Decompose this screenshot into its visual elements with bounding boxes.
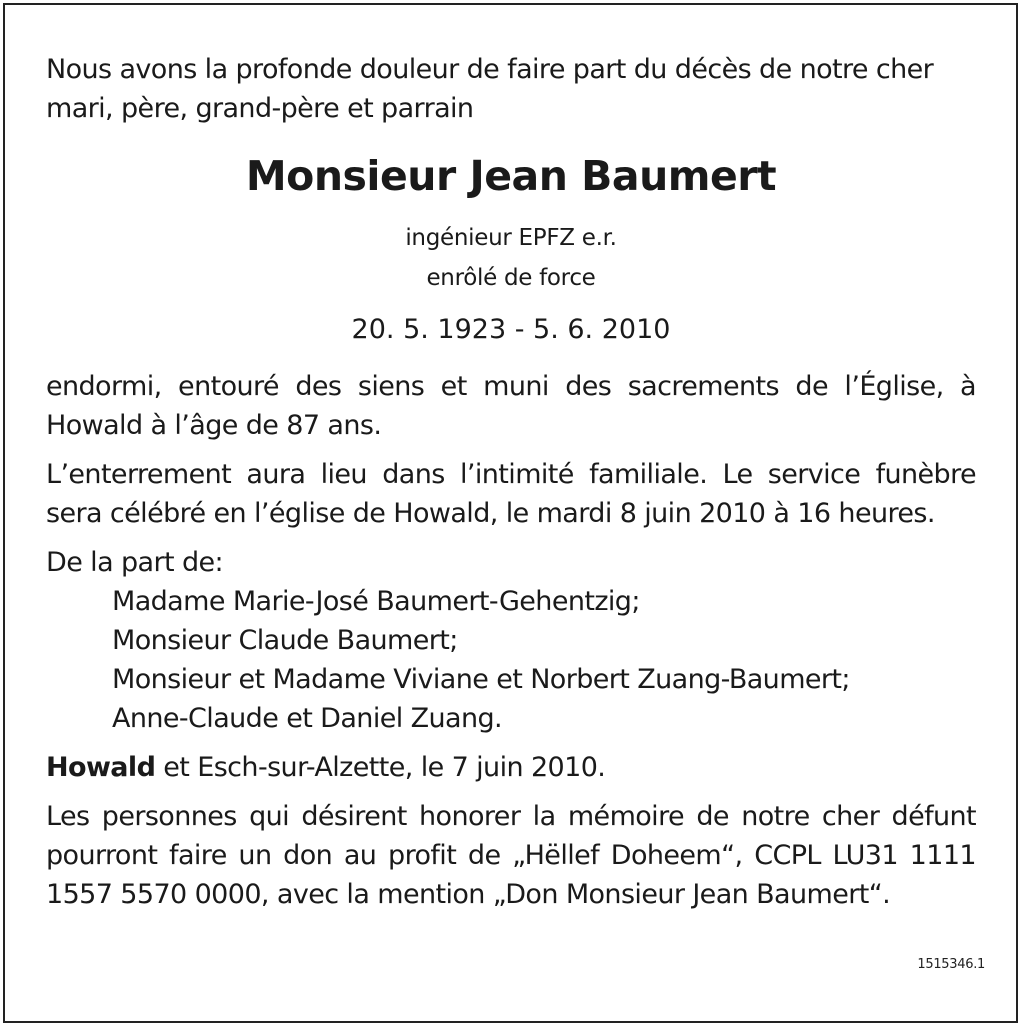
family-member: Madame Marie-José Baumert-Gehentzig; [112,586,640,617]
deceased-name: Monsieur Jean Baumert [245,152,777,200]
profession-line: ingénieur EPFZ e.r. [405,225,617,251]
obituary-notice [46,50,976,914]
family-list [46,582,976,738]
place-date-line [46,748,976,787]
place-rest: et Esch-sur-Alzette, le 7 juin 2010. [155,752,606,783]
family-member: Monsieur et Madame Viviane et Norbert Zuang-Baumert; [112,664,850,695]
family-member: Anne-Claude et Daniel Zuang. [112,703,503,734]
family-intro: De la part de: [46,547,224,578]
family-member: Monsieur Claude Baumert; [112,625,458,656]
reference-number: 1515346.1 [917,957,985,972]
intro-text: Nous avons la profonde douleur de faire part du décès de notre cher mari, père, grand-père et parrain [46,54,934,124]
donation-text: Les personnes qui désirent honorer la mémoire de notre cher défunt pourront faire un don au profit de „Hëllef Doheem“, CCPL LU31 1111 1557 5570 0000, avec la mention „Don Monsieur Jean Baumert“. [46,801,976,910]
place-bold: Howald [46,752,156,783]
life-dates: 20. 5. 1923 - 5. 6. 2010 [351,314,671,345]
status-line: enrôlé de force [426,265,596,291]
passing-text: endormi, entouré des siens et muni des sacrements de l’Église, à Howald à l’âge de 87 ans. [46,371,976,441]
funeral-text: L’enterrement aura lieu dans l’intimité familiale. Le service funèbre sera célébré en l’église de Howald, le mardi 8 juin 2010 à 16 heures. [46,459,976,529]
